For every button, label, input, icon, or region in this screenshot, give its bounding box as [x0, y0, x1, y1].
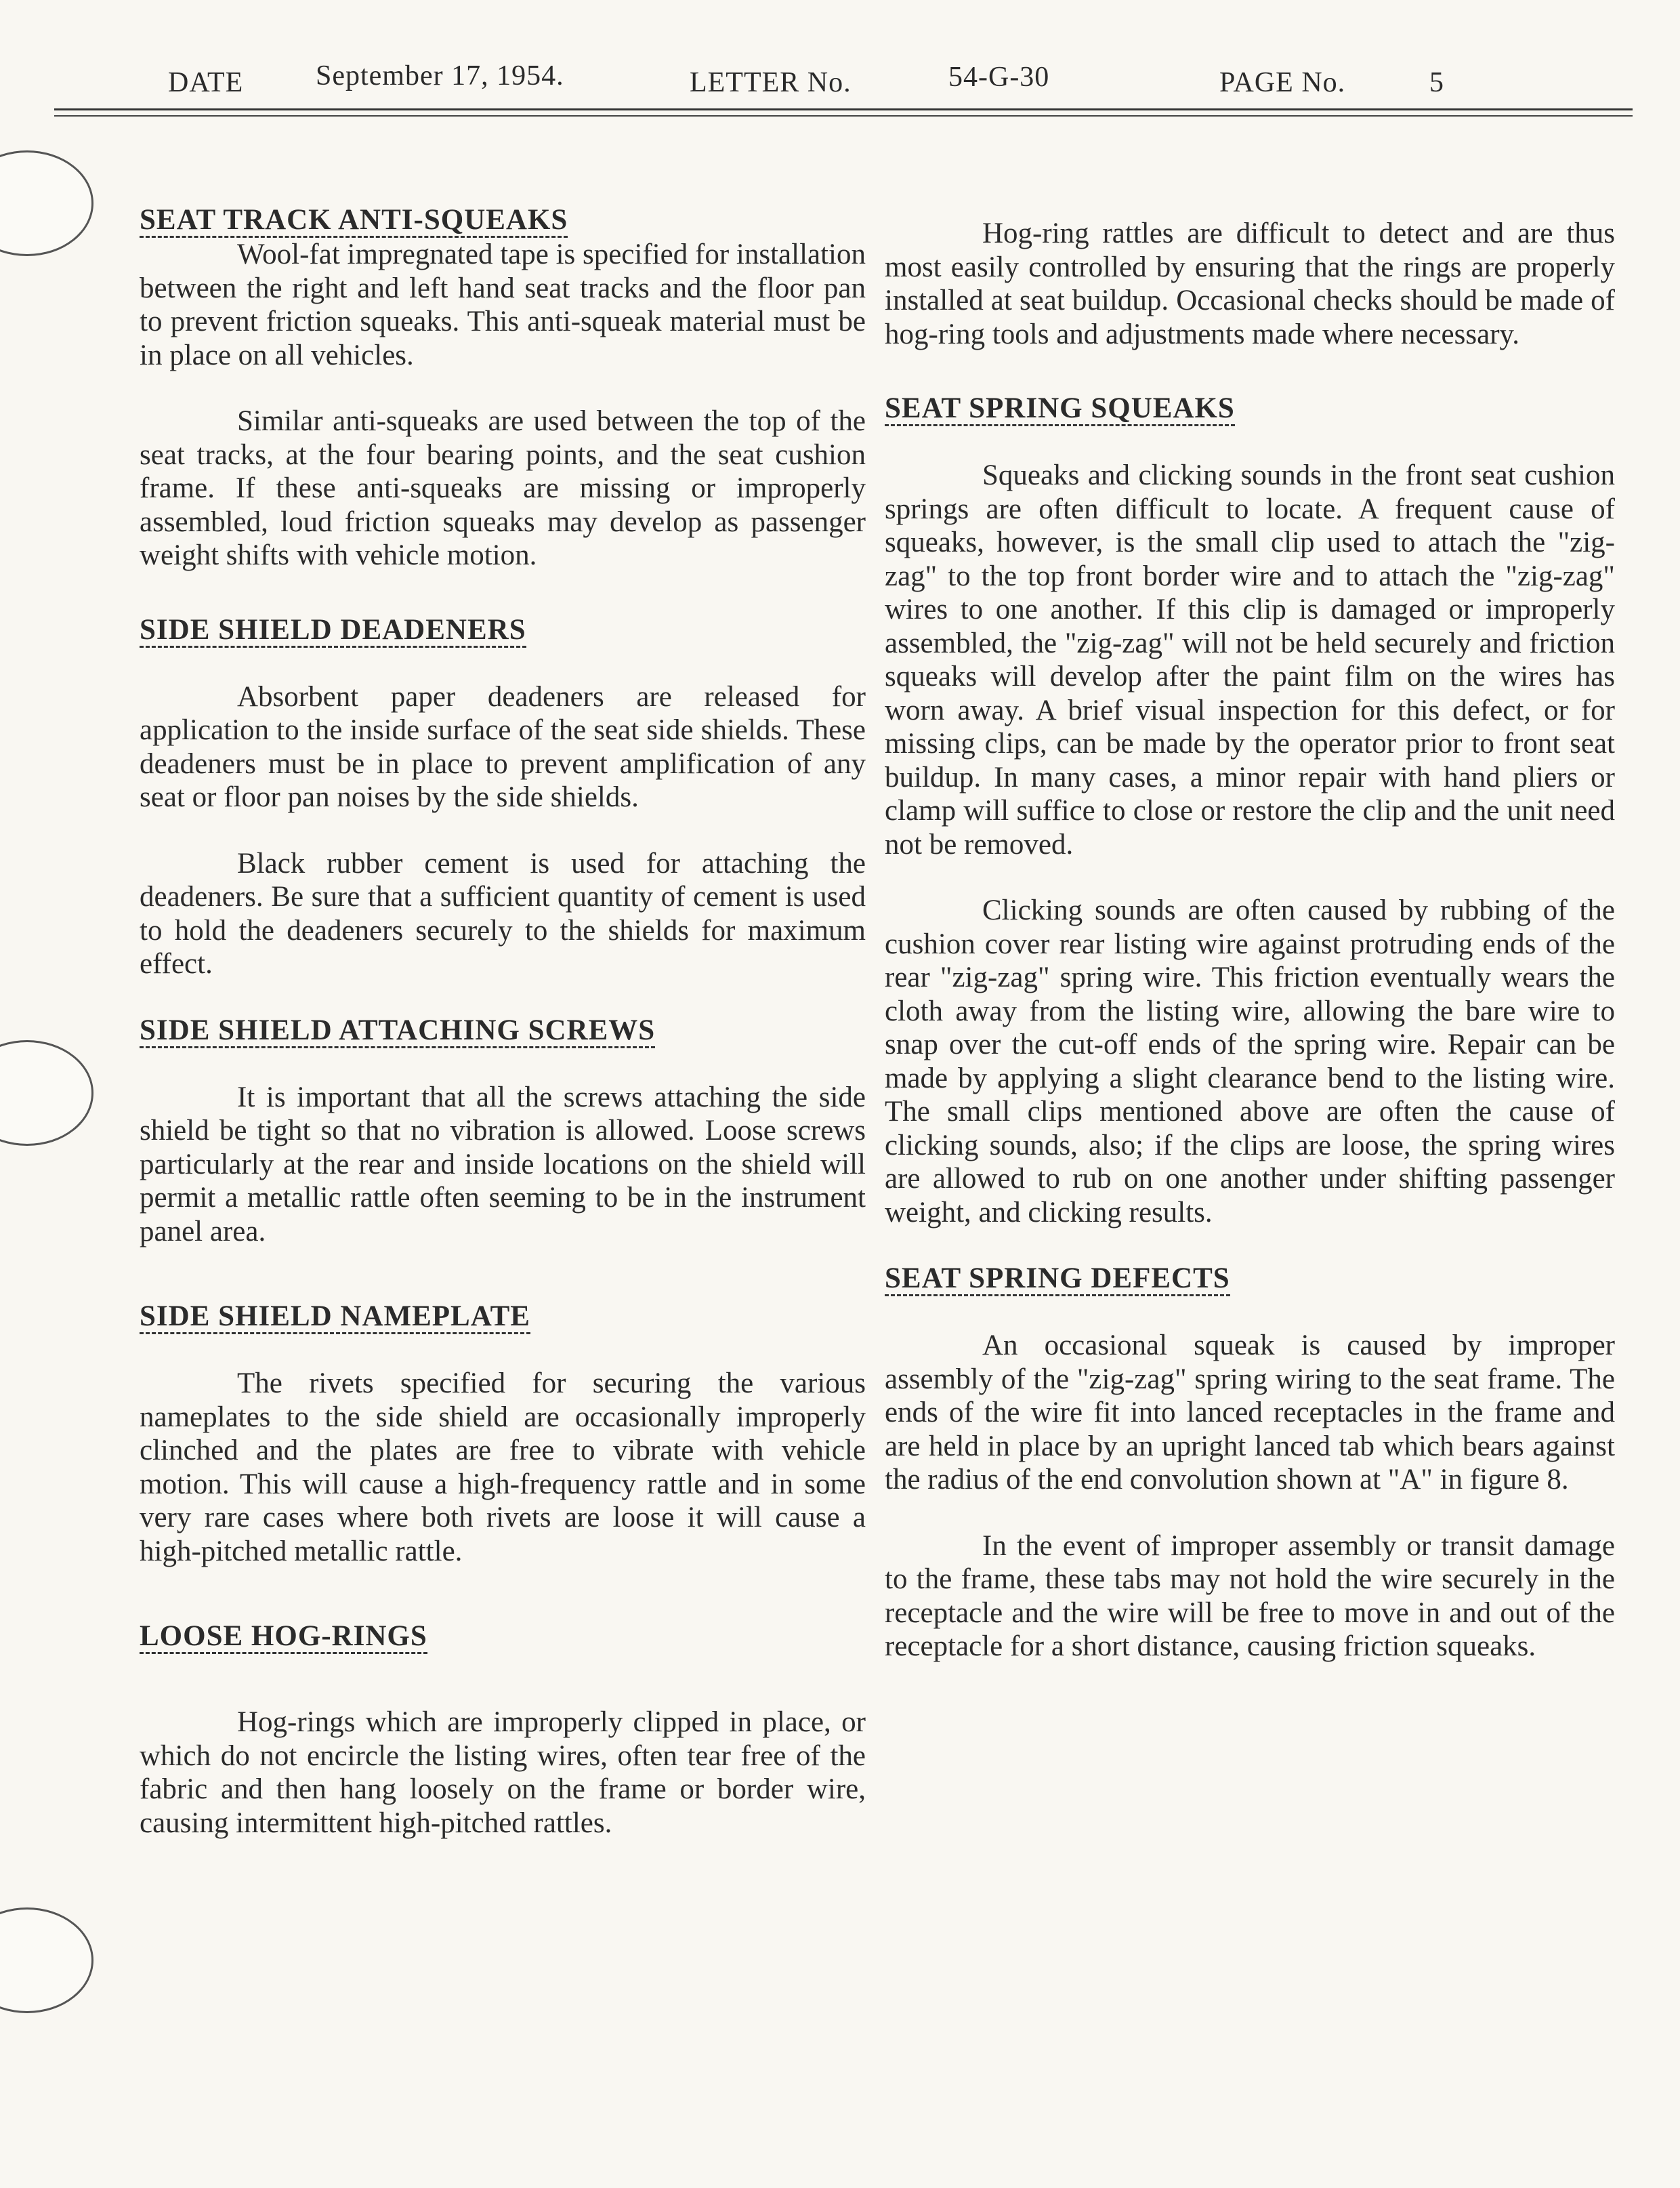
section-side-shield-nameplate	[140, 1300, 866, 1568]
section-side-shield-attaching-screws	[140, 1014, 866, 1249]
letter-number-label: LETTER No.	[690, 67, 852, 98]
paragraph-gap	[885, 1497, 1615, 1529]
paragraph: Wool-fat impregnated tape is specified for installation between the right and left hand seat tracks and the floor pan to prevent friction squeaks. This anti-squeak material must be in place on all vehicles.	[140, 239, 866, 371]
section-gap	[140, 981, 866, 1014]
header-rule-bottom	[54, 115, 1633, 117]
paragraph: Hog-rings which are improperly clipped in place, or which do not encircle the listing wires, often tear free of the fabric and then hang loosely on the frame or border wire, causing intermittent high-pitched rattles.	[140, 1706, 866, 1839]
section-heading: SIDE SHIELD ATTACHING SCREWS	[140, 1015, 655, 1048]
section-gap	[885, 351, 1615, 392]
paragraph: An occasional squeak is caused by improper assembly of the "zig-zag" spring wiring to the seat frame. The ends of the wire fit into lanced receptacles in the frame and are held in place by an upright lanced tab which bears against the radius of the end convolution shown at "A" in figure 8.	[885, 1329, 1615, 1495]
heading-gap	[885, 1296, 1615, 1329]
section-heading: SIDE SHIELD NAMEPLATE	[140, 1301, 530, 1334]
paragraph-gap	[885, 861, 1615, 894]
punch-hole-icon	[0, 1907, 93, 2013]
letter-number-value: 54-G-30	[948, 62, 1050, 93]
heading-gap	[140, 1048, 866, 1081]
date-value: September 17, 1954.	[316, 60, 564, 91]
date-label: DATE	[168, 67, 244, 98]
paragraph: In the event of improper assembly or transit damage to the frame, these tabs may not hold the wire securely in the receptacle and the wire will be free to move in and out of the receptacle for a short distance, causing friction squeaks.	[885, 1529, 1615, 1662]
paragraph: Absorbent paper deadeners are released for application to the inside surface of the seat side shields. These deadeners must be in place to prevent amplification of any seat or floor pan noises by the side shields.	[140, 680, 866, 813]
page-number-value: 5	[1429, 67, 1444, 98]
right-column	[885, 217, 1615, 1664]
header-rule-top	[54, 108, 1633, 110]
section-gap	[140, 573, 866, 613]
section-heading: SEAT SPRING SQUEAKS	[885, 393, 1235, 426]
section-heading: SEAT SPRING DEFECTS	[885, 1263, 1230, 1296]
paragraph: Similar anti-squeaks are used between the top of the seat tracks, at the four bearing points, and the seat cushion frame. If these anti-squeaks are missing or improperly assembled, loud friction squeaks may develop as passenger weight shifts with vehicle motion.	[140, 405, 866, 571]
section-heading: SIDE SHIELD DEADENERS	[140, 615, 526, 648]
section-gap	[140, 1568, 866, 1619]
section-heading: LOOSE HOG-RINGS	[140, 1621, 427, 1654]
paragraph: Clicking sounds are often caused by rubbing of the cushion cover rear listing wire against protruding ends of the rear "zig-zag" spring wire. This friction eventually wears the cloth away from the listing wire, allowing the bare wire to snap over the cut-off ends of the spring wire. Repair can be made by applying a slight clearance bend to the listing wire. The small clips mentioned above are often the cause of clicking sounds, also; if the clips are loose, the spring wires are allowed to rub on one another under shifting passenger weight, and clicking results.	[885, 894, 1615, 1229]
section-gap	[885, 1229, 1615, 1262]
punch-hole-icon	[0, 1040, 93, 1146]
paragraph: Hog-ring rattles are difficult to detect and are thus most easily controlled by ensuring that the rings are properly installed at seat buildup. Occasional checks should be made of hog-ring tools and adjustments made where necessary.	[885, 218, 1615, 350]
paragraph: Black rubber cement is used for attaching the deadeners. Be sure that a sufficient quantity of cement is used to hold the deadeners securely to the shields for maximum effect.	[140, 847, 866, 980]
paragraph: The rivets specified for securing the various nameplates to the side shield are occasionally improperly clinched and the plates are free to vibrate with vehicle motion. This will cause a high-frequency rattle and in some very rare cases where both rivets are loose it will cause a high-pitched metallic rattle.	[140, 1367, 866, 1567]
punch-hole-icon	[0, 150, 93, 256]
section-heading: SEAT TRACK ANTI-SQUEAKS	[140, 205, 568, 238]
section-seat-spring-squeaks	[885, 392, 1615, 1229]
section-side-shield-deadeners	[140, 613, 866, 981]
paragraph-gap	[140, 372, 866, 405]
section-seat-track-anti-squeaks	[140, 203, 866, 573]
section-seat-spring-defects	[885, 1262, 1615, 1664]
heading-gap	[140, 1334, 866, 1367]
left-column	[140, 203, 866, 1840]
heading-gap	[885, 426, 1615, 459]
paragraph: Squeaks and clicking sounds in the front seat cushion springs are often difficult to locate. A frequent cause of squeaks, however, is the small clip used to attach the "zig-zag" to the top front border wire and to attach the "zig-zag" wires to one another. If this clip is damaged or improperly assembled, the "zig-zag" will not be held securely and friction squeaks will develop after the paint film on the wires has worn away. A brief visual inspection for this defect, or for missing clips, can be made by the operator prior to front seat buildup. In many cases, a minor repair with hand pliers or clamp will suffice to close or restore the clip and the unit need not be removed.	[885, 459, 1615, 861]
paragraph-gap	[140, 814, 866, 847]
letter-header	[54, 60, 1633, 114]
heading-gap	[140, 1654, 866, 1706]
section-gap	[140, 1248, 866, 1300]
heading-gap	[140, 648, 866, 680]
section-loose-hog-rings	[140, 1619, 866, 1840]
page-number-label: PAGE No.	[1219, 67, 1346, 98]
paragraph: It is important that all the screws attaching the side shield be tight so that no vibration is allowed. Loose screws particularly at the rear and inside locations on the shield will permit a metallic rattle often seeming to be in the instrument panel area.	[140, 1081, 866, 1247]
